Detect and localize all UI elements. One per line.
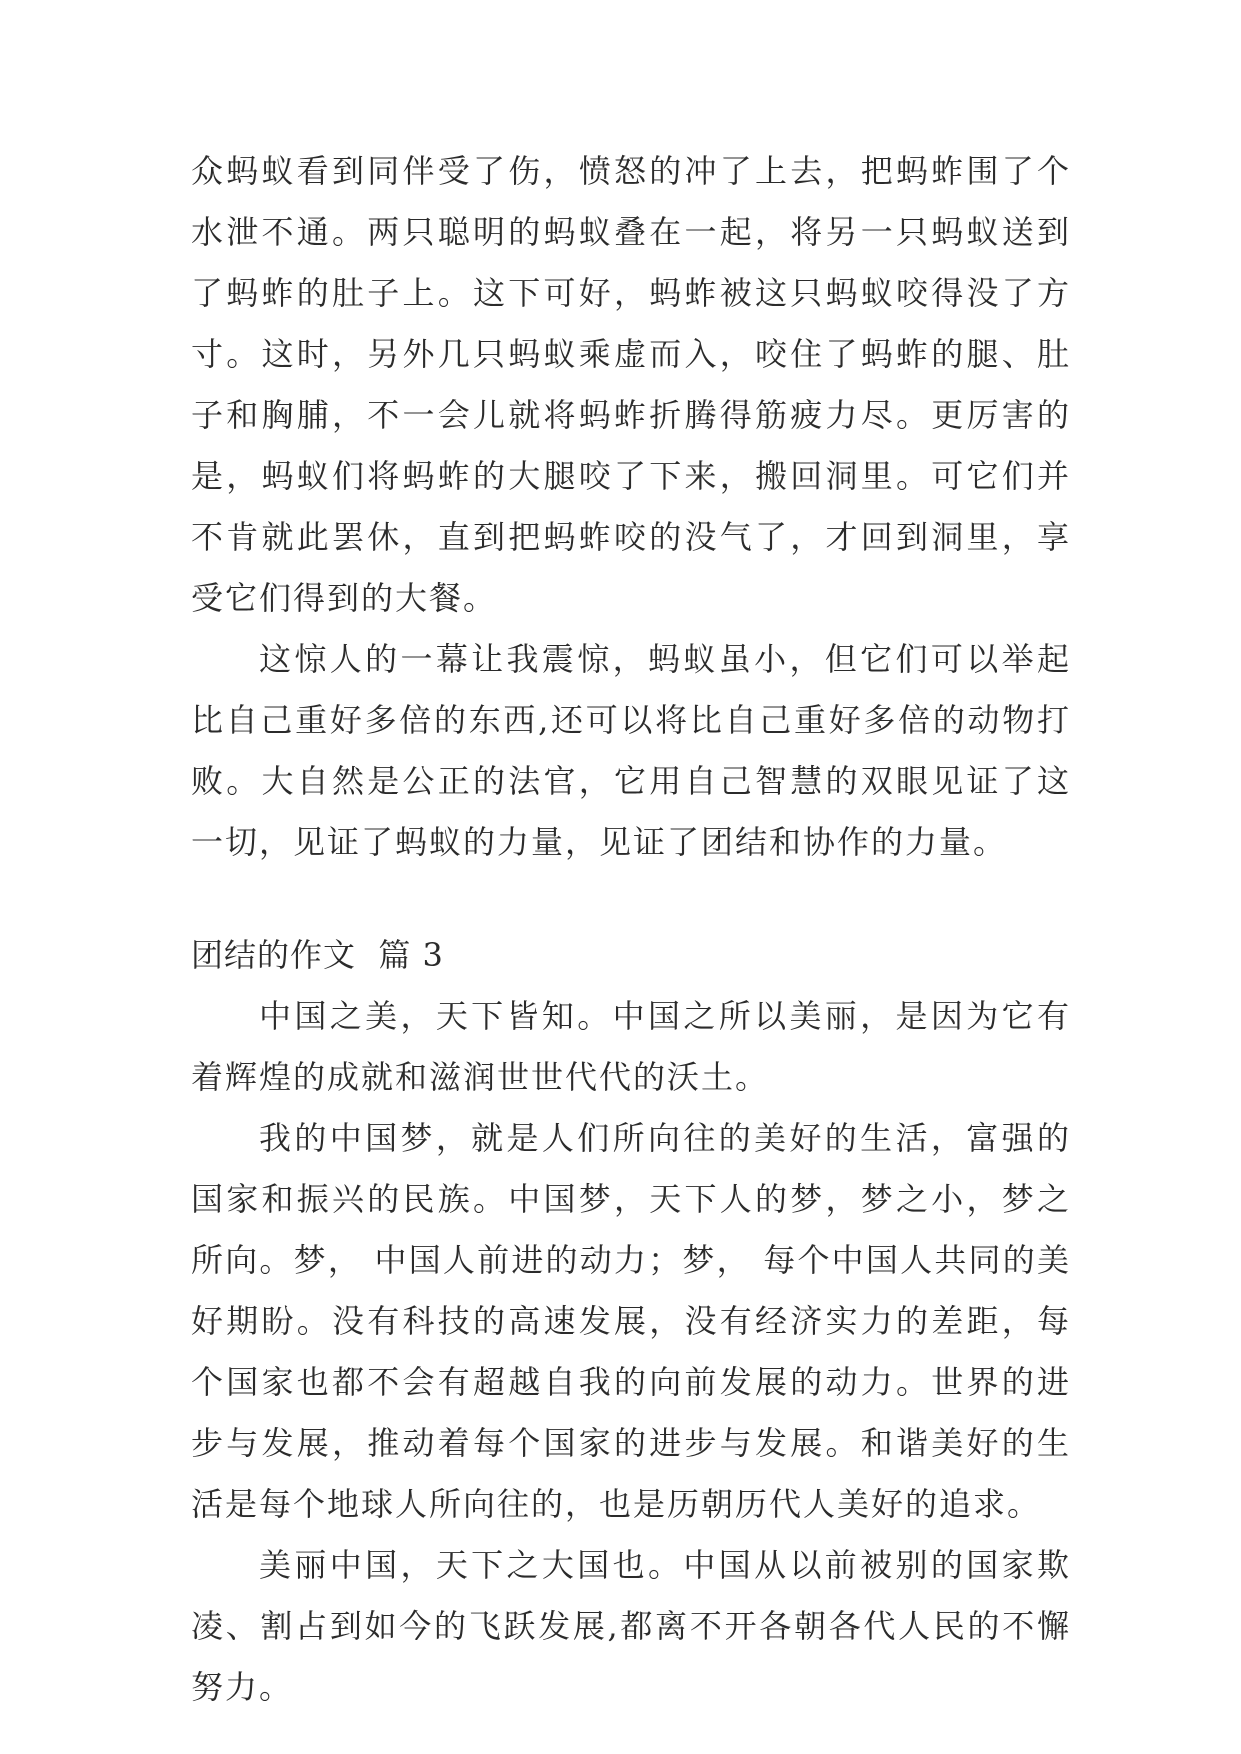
paragraph-ant-battle: 众蚂蚁看到同伴受了伤，愤怒的冲了上去，把蚂蚱围了个水泄不通。两只聪明的蚂蚁叠在一起，将另一只蚂蚁送到了蚂蚱的肚子上。这下可好，蚂蚱被这只蚂蚁咬得没了方寸。这时，另外几只蚂蚁乘虚而入，咬住了蚂蚱的腿、肚子和胸脯，不一会儿就将蚂蚱折腾得筋疲力尽。更厉害的是，蚂蚁们将蚂蚱的大腿咬了下来，搬回洞里。可它们并不肯就此罢休，直到把蚂蚱咬的没气了，才回到洞里，享受它们得到的大餐。	[191, 152, 1071, 617]
paragraph-china-beauty: 中国之美，天下皆知。中国之所以美丽，是因为它有着辉煌的成就和滋润世世代代的沃土。	[191, 997, 1071, 1096]
paragraph-beautiful-china: 美丽中国，天下之大国也。中国从以前被别的国家欺凌、割占到如今的飞跃发展,都离不开各朝各代人民的不懈努力。	[191, 1546, 1071, 1706]
paragraph-china-dream: 我的中国梦，就是人们所向往的美好的生活，富强的国家和振兴的民族。中国梦，天下人的梦，梦之小，梦之所向。梦， 中国人前进的动力；梦， 每个中国人共同的美好期盼。没有科技的高速发展，没有经济实力的差距，每个国家也都不会有超越自我的向前发展的动力。世界的进步与发展，推动着每个国家的进步与发展。和谐美好的生活是每个地球人所向往的，也是历朝历代人美好的追求。	[191, 1119, 1071, 1523]
section-heading: 团结的作文 篇 3	[191, 936, 444, 974]
paragraph-ant-conclusion: 这惊人的一幕让我震惊，蚂蚁虽小，但它们可以举起比自己重好多倍的东西,还可以将比自己重好多倍的动物打败。大自然是公正的法官，它用自己智慧的双眼见证了这一切，见证了蚂蚁的力量，见证了团结和协作的力量。	[191, 640, 1071, 861]
document-body	[191, 141, 1071, 1718]
